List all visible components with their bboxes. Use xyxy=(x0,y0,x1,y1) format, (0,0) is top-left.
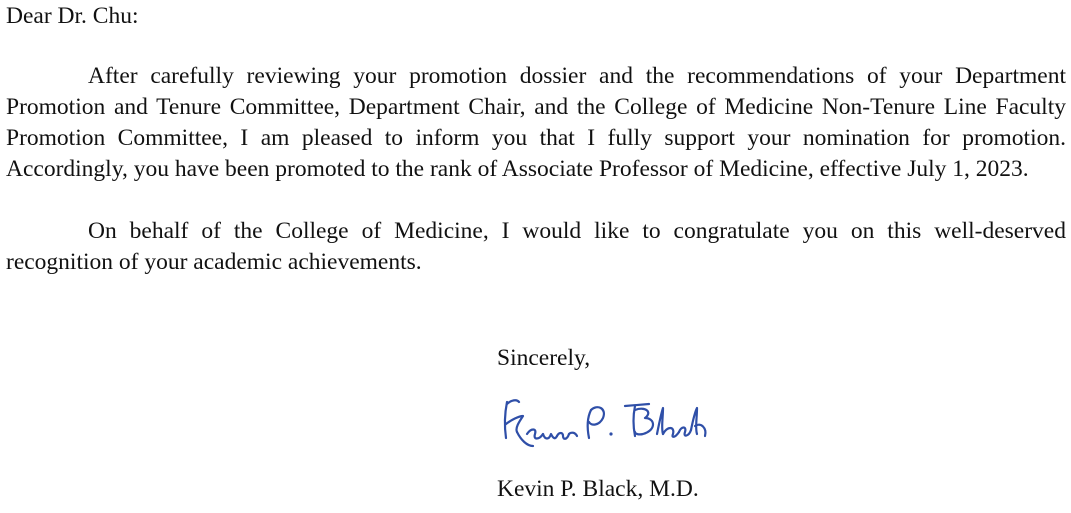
letter-body xyxy=(6,0,1066,278)
closing-block xyxy=(497,343,590,374)
closing: Sincerely, xyxy=(497,345,591,371)
body-paragraph-1: After carefully reviewing your promotion dossier and the recommendations of your Department Promotion and Tenure Committee, Department Chair, and the College of Medicine Non-Tenure Line Faculty Promotion Committee, I am pleased to inform you that I fully support your nomination for promotion. Accordingly, you have been promoted to the rank of Associate Professor of Medicine, effective July 1, 2023. xyxy=(6,63,1066,182)
signature-image xyxy=(497,394,717,466)
salutation: Dear Dr. Chu: xyxy=(6,3,139,29)
handwritten-signature xyxy=(497,394,717,466)
body-paragraph-2: On behalf of the College of Medicine, I would like to congratulate you on this well-deserved recognition of your academic achievements. xyxy=(6,218,1066,275)
signer-name: Kevin P. Black, M.D. xyxy=(497,476,699,502)
